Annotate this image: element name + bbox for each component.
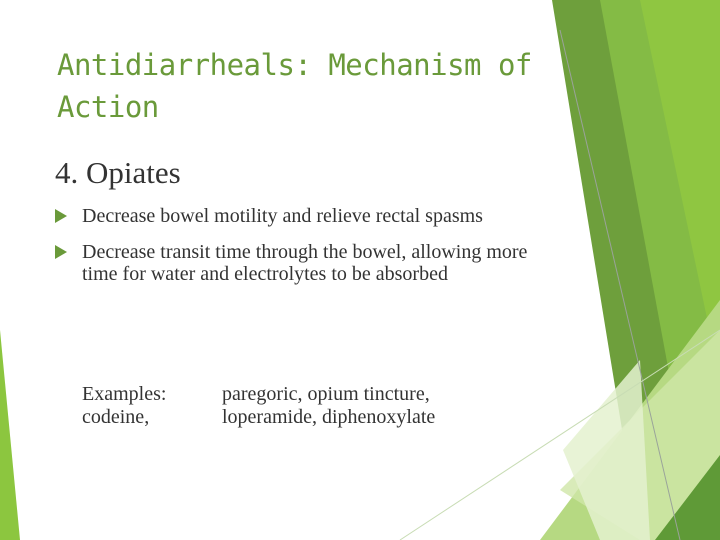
example-codeine: codeine, xyxy=(82,406,150,428)
slide-title: Antidiarrheals: Mechanism of Action xyxy=(57,48,532,124)
examples-label-column xyxy=(82,383,212,429)
triangle-bullet-icon xyxy=(54,209,68,223)
bullet-text: Decrease bowel motility and relieve rectal spasms xyxy=(82,205,483,227)
examples-line-1: paregoric, opium tincture, xyxy=(222,383,430,405)
bullet-text: Decrease transit time through the bowel, allowing more time for water and electrolytes to be absorbed xyxy=(82,241,528,285)
bg-left-triangle xyxy=(0,330,20,540)
section-heading: 4. Opiates xyxy=(55,155,181,190)
examples-label: Examples: xyxy=(82,383,167,405)
bullet-item xyxy=(52,241,552,285)
bullet-item xyxy=(52,205,552,227)
examples-drugs-column xyxy=(222,383,542,429)
examples-line-2: loperamide, diphenoxylate xyxy=(222,406,436,428)
bullet-list xyxy=(52,205,552,299)
triangle-bullet-icon xyxy=(54,245,68,259)
